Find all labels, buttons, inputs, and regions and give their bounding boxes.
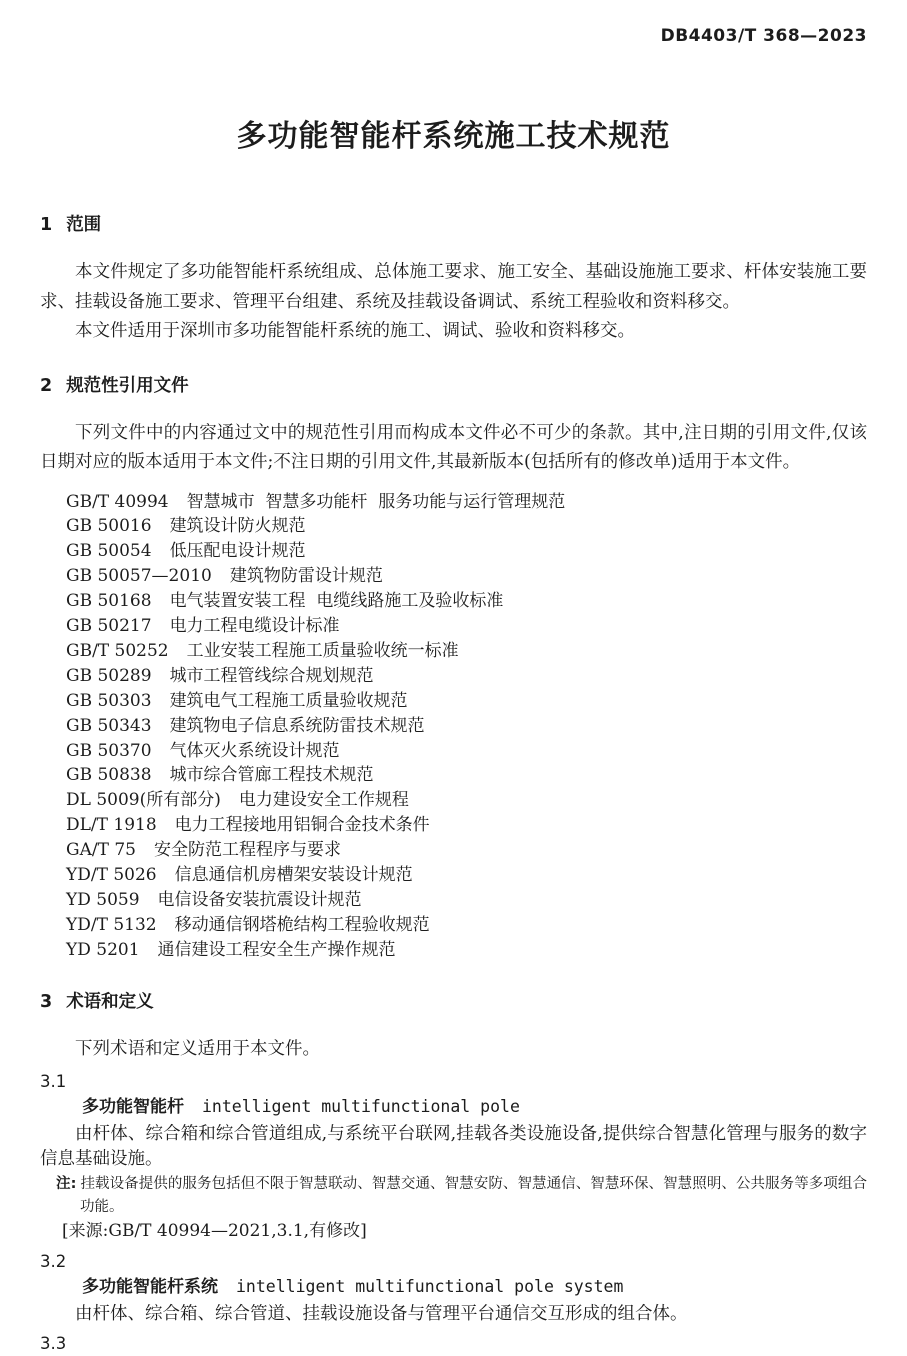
reference-item <box>66 589 867 614</box>
reference-code: GB 50217 <box>66 616 152 637</box>
reference-title: 建筑电气工程施工质量验收规范 <box>169 690 408 711</box>
reference-code: GB 50838 <box>66 765 152 786</box>
reference-code: GB 50303 <box>66 690 152 711</box>
reference-title: 建筑设计防火规范 <box>169 516 306 537</box>
reference-code: GB 50057—2010 <box>66 566 212 587</box>
section-2-number: 2 <box>40 375 53 396</box>
term-3-1-number: 3.1 <box>40 1072 67 1092</box>
reference-code: GB 50016 <box>66 516 152 537</box>
section-3-intro: 下列术语和定义适用于本文件。 <box>75 1038 320 1059</box>
reference-title: 电力建设安全工作规程 <box>238 790 409 811</box>
note-text: 挂载设备提供的服务包括但不限于智慧联动、智慧交通、智慧安防、智慧通信、智慧环保、智慧照明、公共服务等多项组合功能。 <box>80 1176 867 1215</box>
section-1-number: 1 <box>40 215 53 235</box>
term-3-3-number: 3.3 <box>40 1334 67 1354</box>
reference-title: 电信设备安装抗震设计规范 <box>157 890 362 910</box>
section-3-heading <box>40 989 867 1015</box>
reference-item <box>66 863 867 888</box>
term-3-1-definition: 由杆体、综合箱和综合管道组成,与系统平台联网,挂载各类设施设备,提供综合智慧化管理与服务的数字信息基础设施。 <box>40 1124 867 1169</box>
term-3-1-note <box>56 1173 867 1218</box>
term-3-2-english: intelligent multifunctional pole system <box>236 1276 624 1296</box>
term-3-1-chinese: 多功能智能杆 <box>82 1097 184 1118</box>
reference-code: GB 50054 <box>66 541 152 562</box>
term-3-1-source: [来源:GB/T 40994—2021,3.1,有修改] <box>62 1221 367 1242</box>
reference-item <box>66 689 867 714</box>
reference-code: GB 50343 <box>66 715 152 736</box>
document-number: DB4403/T 368—2023 <box>660 26 867 46</box>
reference-item <box>66 763 867 788</box>
reference-code: GB/T 50252 <box>66 640 169 661</box>
references-list <box>40 490 867 963</box>
document-title: 多功能智能杆系统施工技术规范 <box>236 119 671 154</box>
term-3-1-line <box>82 1094 867 1120</box>
reference-title: 安全防范工程程序与要求 <box>153 840 341 861</box>
section-1-title: 范围 <box>66 215 102 235</box>
reference-item <box>66 639 867 664</box>
reference-title: 低压配电设计规范 <box>169 541 306 562</box>
reference-code: GB/T 40994 <box>66 491 169 512</box>
reference-item <box>66 739 867 764</box>
reference-code: GA/T 75 <box>66 840 136 861</box>
reference-item <box>66 490 867 515</box>
reference-item <box>66 714 867 739</box>
term-3-2-chinese: 多功能智能杆系统 <box>82 1276 218 1297</box>
section-2-title: 规范性引用文件 <box>66 375 189 396</box>
reference-code: YD/T 5026 <box>66 865 157 886</box>
section-1-heading <box>40 212 867 238</box>
reference-title: 信息通信机房槽架安装设计规范 <box>174 865 413 886</box>
section-3-title: 术语和定义 <box>66 991 154 1012</box>
reference-item <box>66 539 867 564</box>
reference-item <box>66 564 867 589</box>
term-3-2-definition: 由杆体、综合箱、综合管道、挂载设施设备与管理平台通信交互形成的组合体。 <box>75 1303 688 1324</box>
reference-code: YD/T 5132 <box>66 914 157 935</box>
reference-item <box>66 888 867 913</box>
reference-code: GB 50289 <box>66 665 152 686</box>
section-2-heading <box>40 373 867 399</box>
reference-code: YD 5201 <box>66 939 140 960</box>
reference-code: YD 5059 <box>66 890 140 910</box>
reference-item <box>66 838 867 863</box>
reference-title: 移动通信钢塔桅结构工程验收规范 <box>174 914 430 935</box>
section-3-number: 3 <box>40 991 53 1012</box>
section-1-paragraph-1: 本文件规定了多功能智能杆系统组成、总体施工要求、施工安全、基础设施施工要求、杆体安装施工要求、挂载设备施工要求、管理平台组建、系统及挂载设备调试、系统工程验收和资料移交。 <box>40 262 867 312</box>
terms-section <box>40 1070 867 1356</box>
reference-title: 智慧城市 智慧多功能杆 服务功能与运行管理规范 <box>186 491 566 512</box>
reference-title: 城市工程管线综合规划规范 <box>169 665 374 686</box>
reference-title: 气体灭火系统设计规范 <box>169 740 340 761</box>
term-3-2-line <box>82 1274 867 1300</box>
reference-item <box>66 813 867 838</box>
section-2-paragraph-1: 下列文件中的内容通过文中的规范性引用而构成本文件必不可少的条款。其中,注日期的引用文件,仅该日期对应的版本适用于本文件;不注日期的引用文件,其最新版本(包括所有的修改单)适用于本文件。 <box>40 422 867 472</box>
reference-code: DL/T 1918 <box>66 815 157 836</box>
reference-title: 电力工程电缆设计标准 <box>169 616 340 637</box>
reference-code: GB 50370 <box>66 740 152 761</box>
reference-title: 建筑物电子信息系统防雷技术规范 <box>169 715 425 736</box>
reference-item <box>66 913 867 938</box>
reference-item <box>66 614 867 639</box>
reference-item <box>66 664 867 689</box>
reference-title: 电力工程接地用铝铜合金技术条件 <box>174 815 430 836</box>
reference-title: 城市综合管廊工程技术规范 <box>169 765 374 786</box>
reference-item <box>66 788 867 813</box>
reference-item <box>66 938 867 963</box>
reference-code: DL 5009(所有部分) <box>66 790 221 811</box>
term-3-2-number: 3.2 <box>40 1251 67 1271</box>
reference-item <box>66 514 867 539</box>
reference-code: GB 50168 <box>66 591 152 612</box>
note-label: 注: <box>56 1176 77 1193</box>
section-1-paragraph-2: 本文件适用于深圳市多功能智能杆系统的施工、调试、验收和资料移交。 <box>75 321 635 341</box>
reference-title: 通信建设工程安全生产操作规范 <box>157 939 396 960</box>
reference-title: 电气装置安装工程 电缆线路施工及验收标准 <box>169 591 504 612</box>
reference-title: 建筑物防雷设计规范 <box>229 566 383 587</box>
reference-title: 工业安装工程施工质量验收统一标准 <box>186 640 459 661</box>
term-3-1-english: intelligent multifunctional pole <box>202 1097 520 1117</box>
